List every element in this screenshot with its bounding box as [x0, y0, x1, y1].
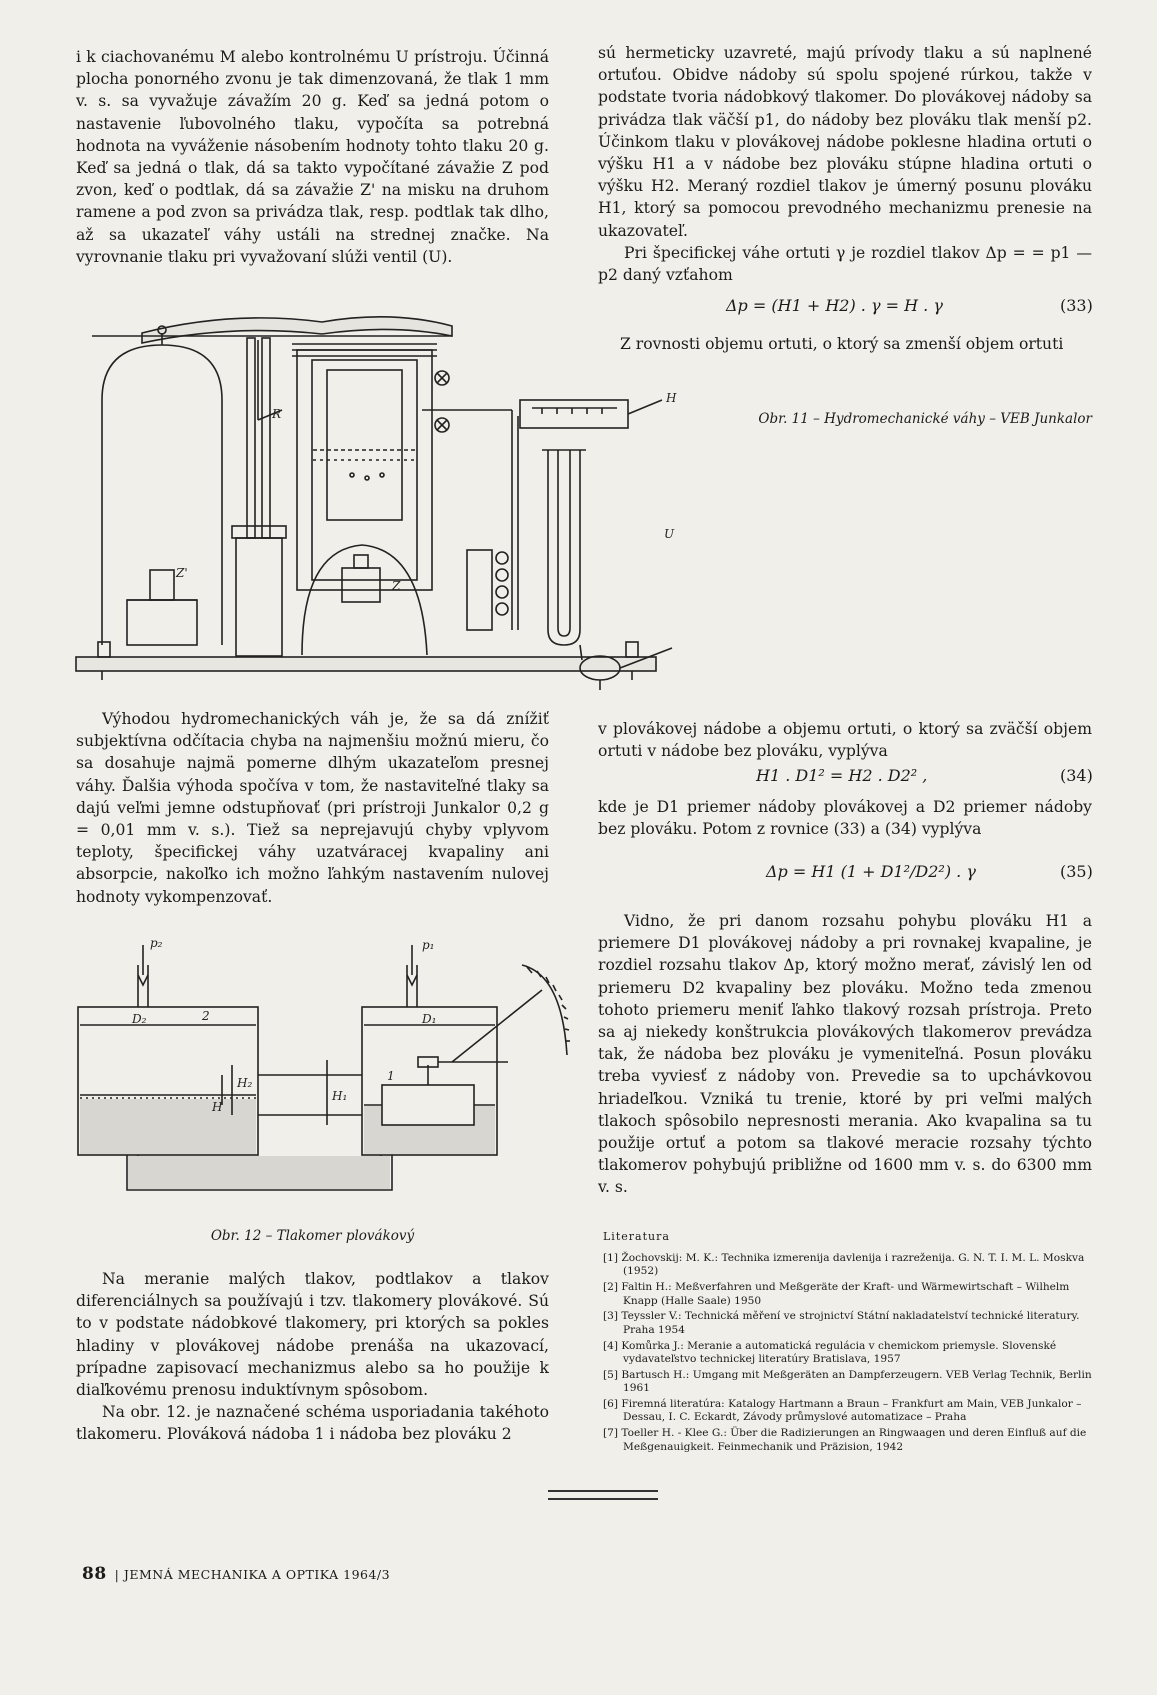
label-p2: p₂ — [150, 936, 163, 950]
reference-item: [7] Toeller H. - Klee G.: Über die Radizierungen an Ringwaagen und deren Einfluß auf die Meßgenauigkeit. Feinmechanik und Präzision, 1942 — [603, 1427, 1087, 1453]
references-list — [603, 1252, 1099, 1456]
label-H: H — [666, 391, 677, 405]
equation-34-number: (34) — [1060, 766, 1093, 785]
label-H: H — [212, 1100, 223, 1114]
page-footer — [82, 1564, 390, 1584]
equation-35-number: (35) — [1060, 862, 1093, 881]
reference-item: [4] Komůrka J.: Meranie a automatická regulácia v chemickom priemysle. Slovenské vydavateľstvo technickej literatúry Bratislava, 1957 — [603, 1339, 1057, 1366]
label-Z-prime: Z' — [176, 566, 188, 580]
paragraph: Výhodou hydromechanických váh je, že sa dá znížiť subjektívna odčítacia chyba na najmenšiu možnú mieru, čo sa dosahuje najmä pomerne dlhým ukazateľom presnej váhy. Ďalšia výhoda spočíva v tom, že nastaviteľné tlaky sa dajú veľmi jemne odstupňovať (pri prístroji Junkalor 0,2 g = 0,01 mm v. s.). Tiež sa neprejavujú chyby vplyvom teploty, špecifickej váhy uzatváracej kvapaliny ani absorpcie, nakoľko ich možno ľahkým nastavením nulovej hodnoty vykompenzovať. — [76, 710, 549, 906]
equation-35: Δp = H1 (1 + D1²/D2²) . γ — [766, 862, 976, 881]
right-column-bottom — [598, 910, 1092, 1199]
reference-item: [6] Firemná literatúra: Katalogy Hartmann a Braun – Frankfurt am Main, VEB Junkalor – Dessau, I. C. Eckardt, Závody průmyslové automatizace – Praha — [603, 1398, 1082, 1424]
figure-11-caption: Obr. 11 – Hydromechanické váhy – VEB Junkalor — [758, 411, 1092, 427]
paragraph: sú hermeticky uzavreté, majú prívody tlaku a sú naplnené ortuťou. Obidve nádoby sú spolu spojené rúrkou, takže v podstate tvoria nádobkový tlakomer. Do plovákovej nádoby sa privádza tlak väčší p1, do nádoby bez plováku tlak menší p2. Účinkom tlaku v plovákovej nádobe poklesne hladina ortuti o výšku H1 a v nádobe bez plováku stúpne hladina ortuti o výšku H2. Meraný rozdiel tlakov je úmerný posunu plováku H1, ktorý sa pomocou prevodného mechanizmu prenesie na ukazovateľ. — [598, 44, 1092, 240]
paragraph: Na obr. 12. je naznačené schéma usporiadania takéhoto tlakomeru. Plováková nádoba 1 i nádoba bez plováku 2 — [76, 1403, 549, 1444]
equation-34: H1 . D1² = H2 . D2² , — [756, 766, 928, 785]
equation-33-number: (33) — [1060, 296, 1093, 315]
paragraph: Pri špecifickej váhe ortuti γ je rozdiel tlakov Δp = = p1 — p2 daný vzťahom — [598, 243, 1092, 285]
page-number: 88 — [82, 1564, 107, 1584]
paragraph: Vidno, že pri danom rozsahu pohybu plováku H1 a priemere D1 plovákovej nádoby a pri rovnakej kvapaline, je rozdiel rozsahu tlakov Δp, ktorý možno merať, závislý len od priemeru D2 kvapaliny bez plováku. Možno teda zmenou tohoto priemeru meniť ľahko tlakový rozsah prístroja. Preto sa aj niekedy konštrukcia plovákových tlakomerov prevádza tak, že nádoba bez plováku je vymeniteľná. Posun plováku treba vyviesť z nádoby von. Prevedie sa to upchávkovou hriadeľkou. Vzniká tu trenie, ktoré by pri veľmi malých tlakoch spôsobilo nepresnosti merania. Ako kvapalina sa tu použije ortuť a potom sa tlakové meracie rozsahy týchto tlakomerov pohybujú približne od 1600 mm v. s. do 6300 mm v. s. — [598, 912, 1092, 1197]
end-rule — [548, 1490, 658, 1492]
paragraph: v plovákovej nádobe a objemu ortuti, o ktorý sa zväčší objem ortuti v nádobe bez plováku, vyplýva — [598, 720, 1092, 761]
paragraph: Na meranie malých tlakov, podtlakov a tlakov diferenciálnych sa používajú i tzv. tlakomery plovákové. Sú to v podstate nádobkové tlakomery, pri ktorých sa pokles hladiny v plovákovej nádobe prenáša na ukazovací, prípadne zapisovací mechanizmus alebo sa ho použije k diaľkovému prenosu induktívnym spôsobom. — [76, 1270, 549, 1400]
label-R: R — [272, 407, 282, 421]
label-H1: H₁ — [332, 1089, 348, 1103]
reference-item: [5] Bartusch H.: Umgang mit Meßgeräten an Dampferzeugern. VEB Verlag Technik, Berlin 1961 — [603, 1368, 1092, 1395]
reference-item: [1] Žochovskij: M. K.: Technika izmerenija davlenija i razreženija. G. N. T. I. M. L. Moskva (1952) — [603, 1252, 1085, 1278]
figure-11-hydromechanical-balance — [72, 300, 692, 690]
equation-33: Δp = (H1 + H2) . γ = H . γ — [726, 296, 943, 315]
right-column-top — [598, 42, 1092, 286]
label-U: U — [664, 527, 675, 541]
end-rule — [548, 1498, 658, 1500]
label-Z: Z — [392, 579, 401, 593]
left-column-bottom — [76, 1268, 549, 1446]
figure-12-float-manometer — [72, 935, 592, 1220]
label-float-1: 1 — [387, 1069, 395, 1083]
paragraph: Z rovnosti objemu ortuti, o ktorý sa zmenší objem ortuti — [620, 335, 1064, 353]
paragraph: kde je D1 priemer nádoby plovákovej a D2 priemer nádoby bez plováku. Potom z rovnice (33) a (34) vyplýva — [598, 798, 1092, 839]
paragraph: i k ciachovanému M alebo kontrolnému U prístroju. Účinná plocha ponorného zvonu je tak dimenzovaná, že tlak 1 mm v. s. sa vyvažuje závažím 20 g. Keď sa jedná potom o nastavenie ľubovolného tlaku, vypočíta sa potrebná hodnota na vyváženie násobením hodnoty tohto tlaku 20 g. Keď sa jedná o tlak, dá sa takto vypočítané závažie Z pod zvon, keď o podtlak, dá sa závažie Z' na misku na druhom ramene a pod zvon sa privádza tlak, resp. podtlak tak dlho, až sa ukazateľ váhy ustáli na strednej značke. Na vyrovnanie tlaku pri vyvažovaní slúži ventil (U). — [76, 48, 549, 266]
left-column-top — [76, 46, 549, 268]
reference-item: [2] Faltin H.: Meßverfahren und Meßgeräte der Kraft- und Wärmewirtschaft – Wilhelm Knapp (Halle Saale) 1950 — [603, 1281, 1070, 1307]
references-title: Literatura — [603, 1230, 670, 1243]
label-p1: p₁ — [422, 938, 435, 952]
label-vessel-2: 2 — [202, 1009, 210, 1023]
label-D2: D₂ — [132, 1012, 147, 1026]
reference-item: [3] Teyssler V.: Technická měření ve strojnictví Státní nakladatelství technické literatury. Praha 1954 — [603, 1310, 1080, 1336]
journal-name: | JEMNÁ MECHANIKA A OPTIKA 1964/3 — [114, 1567, 391, 1582]
figure-12-caption: Obr. 12 – Tlakomer plovákový — [210, 1228, 415, 1244]
left-column-middle — [76, 708, 549, 908]
label-H2: H₂ — [237, 1076, 253, 1090]
label-D1: D₁ — [422, 1012, 437, 1026]
right-column-middle — [598, 718, 1092, 762]
